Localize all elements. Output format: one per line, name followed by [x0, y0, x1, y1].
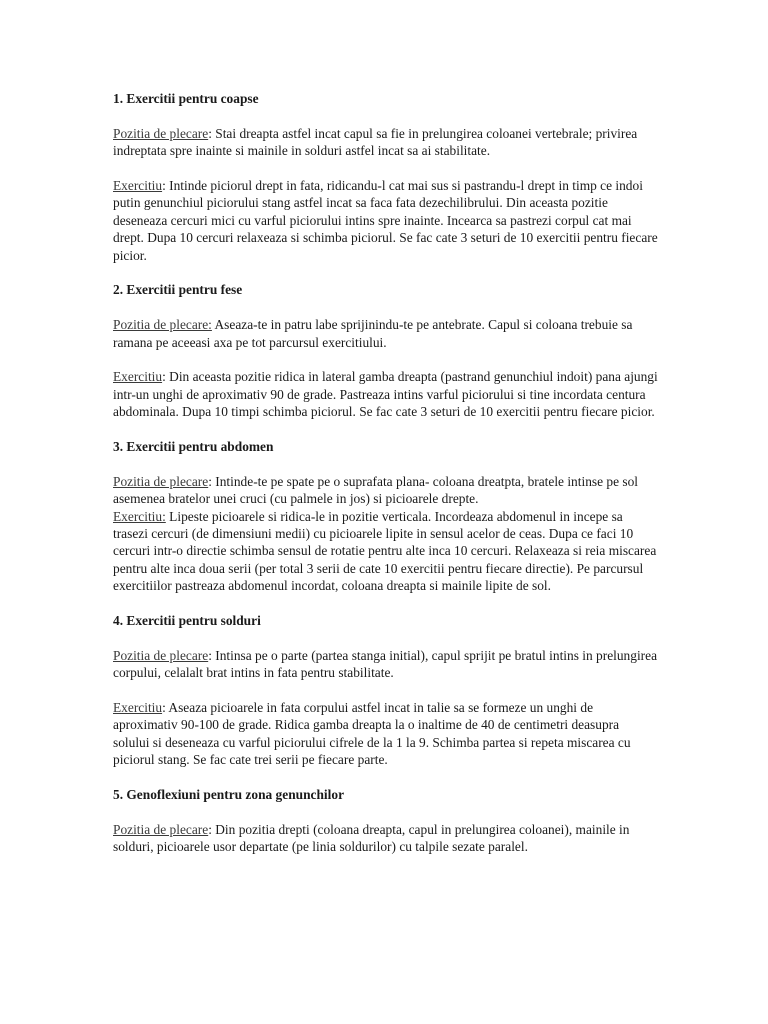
paragraph-text: Din aceasta pozitie ridica in lateral gamba dreapta (pastrand genunchiul indoit) pana ajungi intr-un unghi de aproximativ 90 de grade. Pastreaza intins varful piciorului si tine incordata centura abdominala. Dupa 10 timpi schimba piciorul. Se fac cate 3 seturi de 10 exercitii pentru fiecare picior.: [113, 369, 658, 420]
section-heading: 1. Exercitii pentru coapse: [113, 91, 259, 106]
paragraph-text: Aseaza picioarele in fata corpului astfel incat in talie sa se formeze un unghi de aproximativ 90-100 de grade. Ridica gamba dreapta la o inaltime de 40 de centimetri deasupra solului si deseneaza cu varful piciorului cifrele de la 1 la 9. Schimba partea si repeta miscarea cu piciorul stang. Se fac cate trei serii pe fiecare parte.: [113, 700, 631, 768]
section-heading: 4. Exercitii pentru solduri: [113, 613, 261, 629]
paragraph: Exercitiu: Din aceasta pozitie ridica in lateral gamba dreapta (pastrand genunchiul indoit) pana ajungi intr-un unghi de aproximativ 90 de grade. Pastreaza intins varful piciorului si tine incordata centura abdominala. Dupa 10 timpi schimba piciorul. Se fac cate 3 seturi de 10 exercitii pentru fiecare picior.: [113, 369, 658, 420]
document-page: [113, 90, 658, 856]
paragraph: Pozitia de plecare: Stai dreapta astfel incat capul sa fie in prelungirea coloanei vertebrale; privirea indreptata spre inainte si mainile in solduri astfel incat sa ai stabilitate.: [113, 125, 638, 159]
paragraph-label: Exercitiu: [113, 177, 163, 193]
paragraph-label: Pozitia de plecare: [113, 821, 209, 837]
paragraph-label: Pozitia de plecare:: [113, 317, 212, 333]
paragraph: Pozitia de plecare: Din pozitia drepti (coloana dreapta, capul in prelungirea coloanei), mainile in solduri, picioarele usor departate (pe linia soldurilor) cu talpile sezate paralel.: [113, 821, 630, 855]
paragraph-text: Lipeste picioarele si ridica-le in pozitie verticala. Incordeaza abdomenul in incepe sa trasezi cercuri (de dimensiuni medii) cu picioarele lipite in sensul acelor de ceas. Dupa ce faci 10 cercuri intr-o directie schimba sensul de rotatie pentru alte inca 10 cercuri. Relaxeaza si reia miscarea pentru alte inca doua serii (per total 3 serii de cate 10 exercitii pentru fiecare directie). Pe parcursul exercitiilor pastreaza abdomenul incordat, coloana dreapta si mainile lipite de sol.: [113, 508, 657, 594]
section-heading: 2. Exercitii pentru fese: [113, 282, 243, 298]
paragraph: [113, 316, 658, 351]
section-heading: 3. Exercitii pentru abdomen: [113, 439, 274, 454]
paragraph-label: Exercitiu:: [113, 508, 166, 524]
paragraph-text: Intinsa pe o parte (partea stanga initial), capul sprijit pe bratul intins in prelungirea corpului, celalalt brat intins in fata pentru stabilitate.: [113, 647, 658, 681]
section-heading: 5. Genoflexiuni pentru zona genunchilor: [113, 787, 345, 803]
paragraph-text: Intinde-te pe spate pe o suprafata plana- coloana dreatpta, bratele intinse pe sol asemenea bratelor unei cruci (cu palmele in jos) si picioarele drepte.: [113, 473, 639, 507]
paragraph: Exercitiu: Aseaza picioarele in fata corpului astfel incat in talie sa se formeze un unghi de aproximativ 90-100 de grade. Ridica gamba dreapta la o inaltime de 40 de centimetri deasupra solului si deseneaza cu varful piciorului cifrele de la 1 la 9. Schimba partea si repeta miscarea cu piciorul stang. Se fac cate trei serii pe fiecare parte.: [113, 700, 631, 768]
paragraph-label: Pozitia de plecare: [113, 125, 209, 141]
paragraph-text: Stai dreapta astfel incat capul sa fie in prelungirea coloanei vertebrale; privirea indreptata spre inainte si mainile in solduri astfel incat sa ai stabilitate.: [113, 125, 638, 159]
paragraph: Exercitiu: Intinde piciorul drept in fata, ridicandu-l cat mai sus si pastrandu-l drept in timp ce indoi putin genunchiul piciorului stang astfel incat sa faca fata dezechilibrului. Din aceasta pozitie deseneaza cercuri mici cu varful piciorului intins spre inainte. Incearca sa pastrezi corpul cat mai drept. Dupa 10 cercuri relaxeaza si schimba piciorul. Se fac cate 3 seturi de 10 exercitii pentru fiecare picior.: [113, 177, 658, 263]
paragraph: Pozitia de plecare: Intinde-te pe spate pe o suprafata plana- coloana dreatpta, bratele intinse pe sol asemenea bratelor unei cruci (cu palmele in jos) si picioarele drepte.: [113, 473, 639, 507]
paragraph: Pozitia de plecare: Intinsa pe o parte (partea stanga initial), capul sprijit pe bratul intins in prelungirea corpului, celalalt brat intins in fata pentru stabilitate.: [113, 647, 658, 681]
paragraph-text: Din pozitia drepti (coloana dreapta, capul in prelungirea coloanei), mainile in solduri, picioarele usor departate (pe linia soldurilor) cu talpile sezate paralel.: [113, 821, 630, 855]
paragraph-text: Aseaza-te in patru labe sprijinindu-te pe antebrate. Capul si coloana trebuie sa ramana pe aceeasi axa pe tot parcursul exercitiului.: [113, 317, 633, 350]
paragraph-label: Pozitia de plecare: [113, 473, 209, 489]
paragraph-label: Exercitiu: [113, 700, 163, 715]
paragraph-label: Exercitiu: [113, 369, 163, 385]
paragraph-label: Pozitia de plecare: [113, 647, 209, 663]
paragraph: [113, 508, 658, 595]
paragraph-text: Intinde piciorul drept in fata, ridicandu-l cat mai sus si pastrandu-l drept in timp ce indoi putin genunchiul piciorului stang astfel incat sa faca fata dezechilibrului. Din aceasta pozitie deseneaza cercuri mici cu varful piciorului intins spre inainte. Incearca sa pastrezi corpul cat mai drept. Dupa 10 cercuri relaxeaza si schimba piciorul. Se fac cate 3 seturi de 10 exercitii pentru fiecare picior.: [113, 177, 658, 263]
